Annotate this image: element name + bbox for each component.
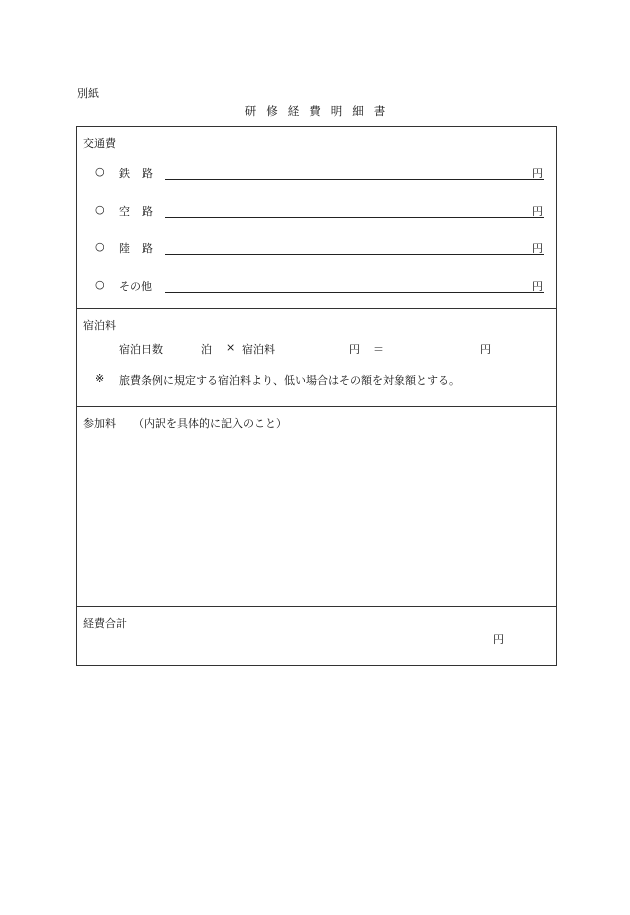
equals-sign: ＝ bbox=[373, 343, 384, 356]
transport-label-air: 空路 bbox=[119, 205, 165, 218]
lodging-result-unit: 円 bbox=[480, 343, 491, 356]
rail-amount-field[interactable] bbox=[165, 179, 544, 180]
total-section bbox=[77, 607, 556, 665]
participation-fee-section bbox=[77, 407, 556, 607]
transport-row-land bbox=[77, 240, 556, 256]
transport-label-land: 陸路 bbox=[119, 242, 165, 255]
lodging-note: 旅費条例に規定する宿泊料より、低い場合はその額を対象額とする。 bbox=[119, 374, 460, 387]
lodging-days-label: 宿泊日数 bbox=[119, 343, 163, 356]
lodging-rate-unit: 円 bbox=[349, 343, 360, 356]
air-unit: 円 bbox=[532, 205, 543, 218]
land-unit: 円 bbox=[532, 242, 543, 255]
lodging-rate-label: 宿泊料 bbox=[242, 343, 275, 356]
transport-row-rail bbox=[77, 165, 556, 181]
participation-fee-heading: 参加料 bbox=[83, 417, 116, 430]
transport-label-rail: 鉄路 bbox=[119, 167, 165, 180]
reference-mark-icon: ※ bbox=[95, 372, 105, 385]
transport-row-other bbox=[77, 278, 556, 294]
lodging-heading: 宿泊料 bbox=[83, 319, 116, 332]
lodging-nights-unit: 泊 bbox=[201, 343, 212, 356]
transport-label-other: その他 bbox=[119, 280, 152, 293]
rail-unit: 円 bbox=[532, 167, 543, 180]
air-amount-field[interactable] bbox=[165, 217, 544, 218]
circle-mark-icon: ○ bbox=[95, 203, 105, 216]
multiply-sign: × bbox=[226, 341, 236, 354]
land-amount-field[interactable] bbox=[165, 254, 544, 255]
transport-row-air bbox=[77, 203, 556, 219]
lodging-section bbox=[77, 309, 556, 407]
transport-section bbox=[77, 127, 556, 309]
total-heading: 経費合計 bbox=[83, 617, 127, 630]
other-amount-field[interactable] bbox=[165, 292, 544, 293]
circle-mark-icon: ○ bbox=[95, 278, 105, 291]
circle-mark-icon: ○ bbox=[95, 240, 105, 253]
expense-form bbox=[76, 126, 557, 666]
participation-fee-note: （内訳を具体的に記入のこと） bbox=[133, 417, 287, 430]
circle-mark-icon: ○ bbox=[95, 165, 105, 178]
transport-heading: 交通費 bbox=[83, 137, 116, 150]
document-title: 研修経費明細書 bbox=[244, 104, 396, 118]
attachment-label: 別紙 bbox=[77, 87, 99, 100]
other-unit: 円 bbox=[532, 280, 543, 293]
total-unit: 円 bbox=[493, 633, 504, 646]
